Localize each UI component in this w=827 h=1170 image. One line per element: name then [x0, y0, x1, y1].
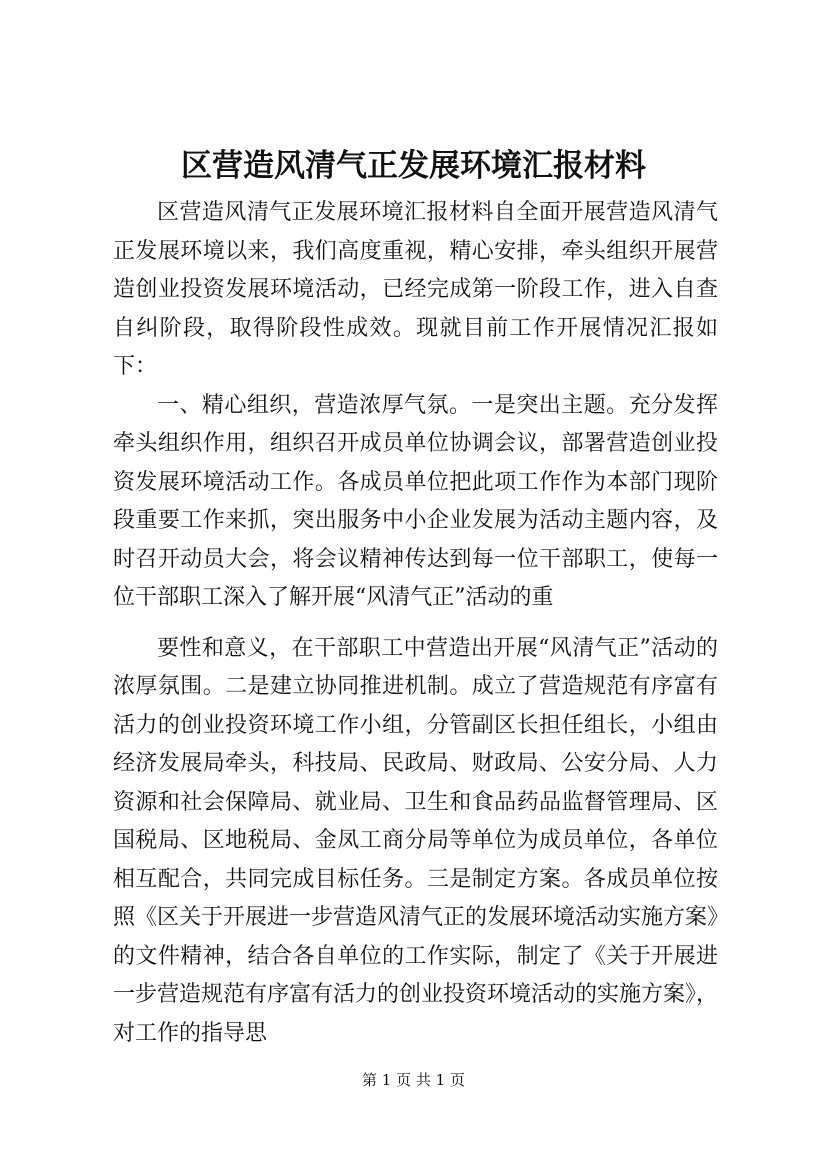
paragraph-intro: 区营造风清气正发展环境汇报材料自全面开展营造风清气正发展环境以来，我们高度重视，精心安排，牵头组织开展营造创业投资发展环境活动，已经完成第一阶段工作，进入自查自纠阶段，取得阶段性成效。现就目前工作开展情况汇报如下：	[113, 200, 718, 379]
page-footer: 第 1 页 共 1 页	[362, 1071, 465, 1089]
paragraph-section-one-continued: 要性和意义，在干部职工中营造出开展“风清气正”活动的浓厚氛围。二是建立协同推进机制。成立了营造规范有序富有活力的创业投资环境工作小组，分管副区长担任组长，小组由经济发展局牵头，科技局、民政局、财政局、公安分局、人力资源和社会保障局、就业局、卫生和食品药品监督管理局、区国税局、区地税局、金凤工商分局等单位为成员单位，各单位相互配合，共同完成目标任务。三是制定方案。各成员单位按照《区关于开展进一步营造风清气正的发展环境活动实施方案》的文件精神，结合各自单位的工作实际，制定了《关于开展进一步营造规范有序富有活力的创业投资环境活动的实施方案》，对工作的指导思	[113, 635, 719, 1046]
document-title: 区营造风清气正发展环境汇报材料	[181, 148, 646, 184]
paragraph-section-one: 一、精心组织，营造浓厚气氛。一是突出主题。充分发挥牵头组织作用，组织召开成员单位协调会议，部署营造创业投资发展环境活动工作。各成员单位把此项工作作为本部门现阶段重要工作来抓，突出服务中小企业发展为活动主题内容，及时召开动员大会，将会议精神传达到每一位干部职工，使每一位干部职工深入了解开展“风清气正”活动的重	[113, 392, 718, 610]
document-body	[113, 194, 718, 1053]
